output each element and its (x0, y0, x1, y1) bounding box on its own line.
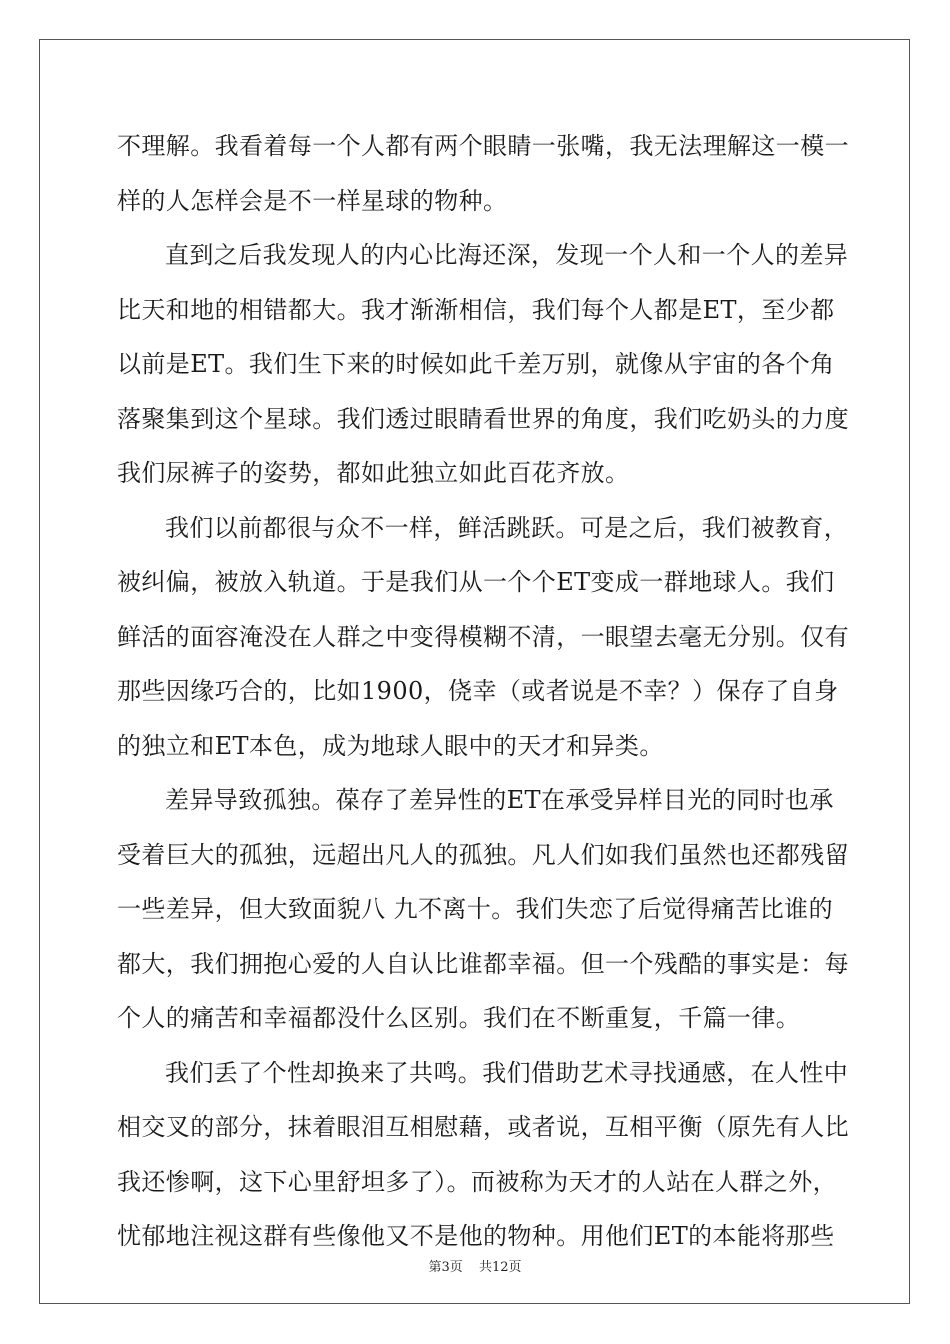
paragraph-start-line: 我们以前都很与众不一样，鲜活跳跃。可是之后，我们被教育， (165, 513, 849, 542)
text-line: 都大，我们拥抱心爱的人自认比谁都幸福。但一个残酷的事实是：每 (117, 949, 849, 978)
document-body (117, 124, 849, 1269)
text-line: 我还惨啊，这下心里舒坦多了）。而被称为天才的人站在人群之外， (117, 1167, 837, 1196)
text-line: 一些差异，但大致面貌八 九不离十。我们失恋了后觉得痛苦比谁的 (117, 895, 833, 923)
text-line: 鲜活的面容淹没在人群之中变得模糊不清，一眼望去毫无分别。仅有 (117, 622, 849, 651)
text-line: 个人的痛苦和幸福都没什么区别。我们在不断重复，千篇一律。 (117, 1004, 801, 1032)
paragraph-start-line: 我们丢了个性却换来了共鸣。我们借助艺术寻找通感，在人性中 (165, 1058, 849, 1087)
text-line: 样的人怎样会是不一样星球的物种。 (117, 186, 508, 215)
text-line: 的独立和ET本色，成为地球人眼中的天才和异类。 (117, 731, 664, 760)
text-line: 被纠偏，被放入轨道。于是我们从一个个ET变成一群地球人。我们 (117, 568, 835, 596)
text-line: 那些因缘巧合的，比如1900，侥幸（或者说是不幸？）保存了自身 (117, 677, 839, 705)
text-line: 相交叉的部分，抹着眼泪互相慰藉，或者说，互相平衡（原先有人比 (117, 1113, 849, 1141)
text-line: 不理解。我看着每一个人都有两个眼睛一张嘴，我无法理解这一模一 (117, 132, 849, 160)
text-line: 以前是ET。我们生下来的时候如此千差万别，就像从宇宙的各个角 (117, 350, 835, 378)
page-number: 第3页 (428, 1260, 463, 1275)
text-line: 忧郁地注视这群有些像他又不是他的物种。用他们ET的本能将那些 (117, 1222, 835, 1250)
text-line: 落聚集到这个星球。我们透过眼睛看世界的角度，我们吃奶头的力度 (117, 404, 849, 433)
page-total: 共12页 (478, 1260, 522, 1275)
paragraph-start-line: 差异导致孤独。葆存了差异性的ET在承受异样目光的同时也承 (165, 786, 834, 814)
paragraph-start-line: 直到之后我发现人的内心比海还深，发现一个人和一个人的差异 (165, 241, 849, 269)
text-line: 我们尿裤子的姿势，都如此独立如此百花齐放。 (117, 459, 630, 487)
text-line: 比天和地的相错都大。我才渐渐相信，我们每个人都是ET，至少都 (117, 295, 835, 324)
page-footer (0, 1256, 950, 1275)
text-line: 受着巨大的孤独，远超出凡人的孤独。凡人们如我们虽然也还都残留 (117, 840, 849, 869)
